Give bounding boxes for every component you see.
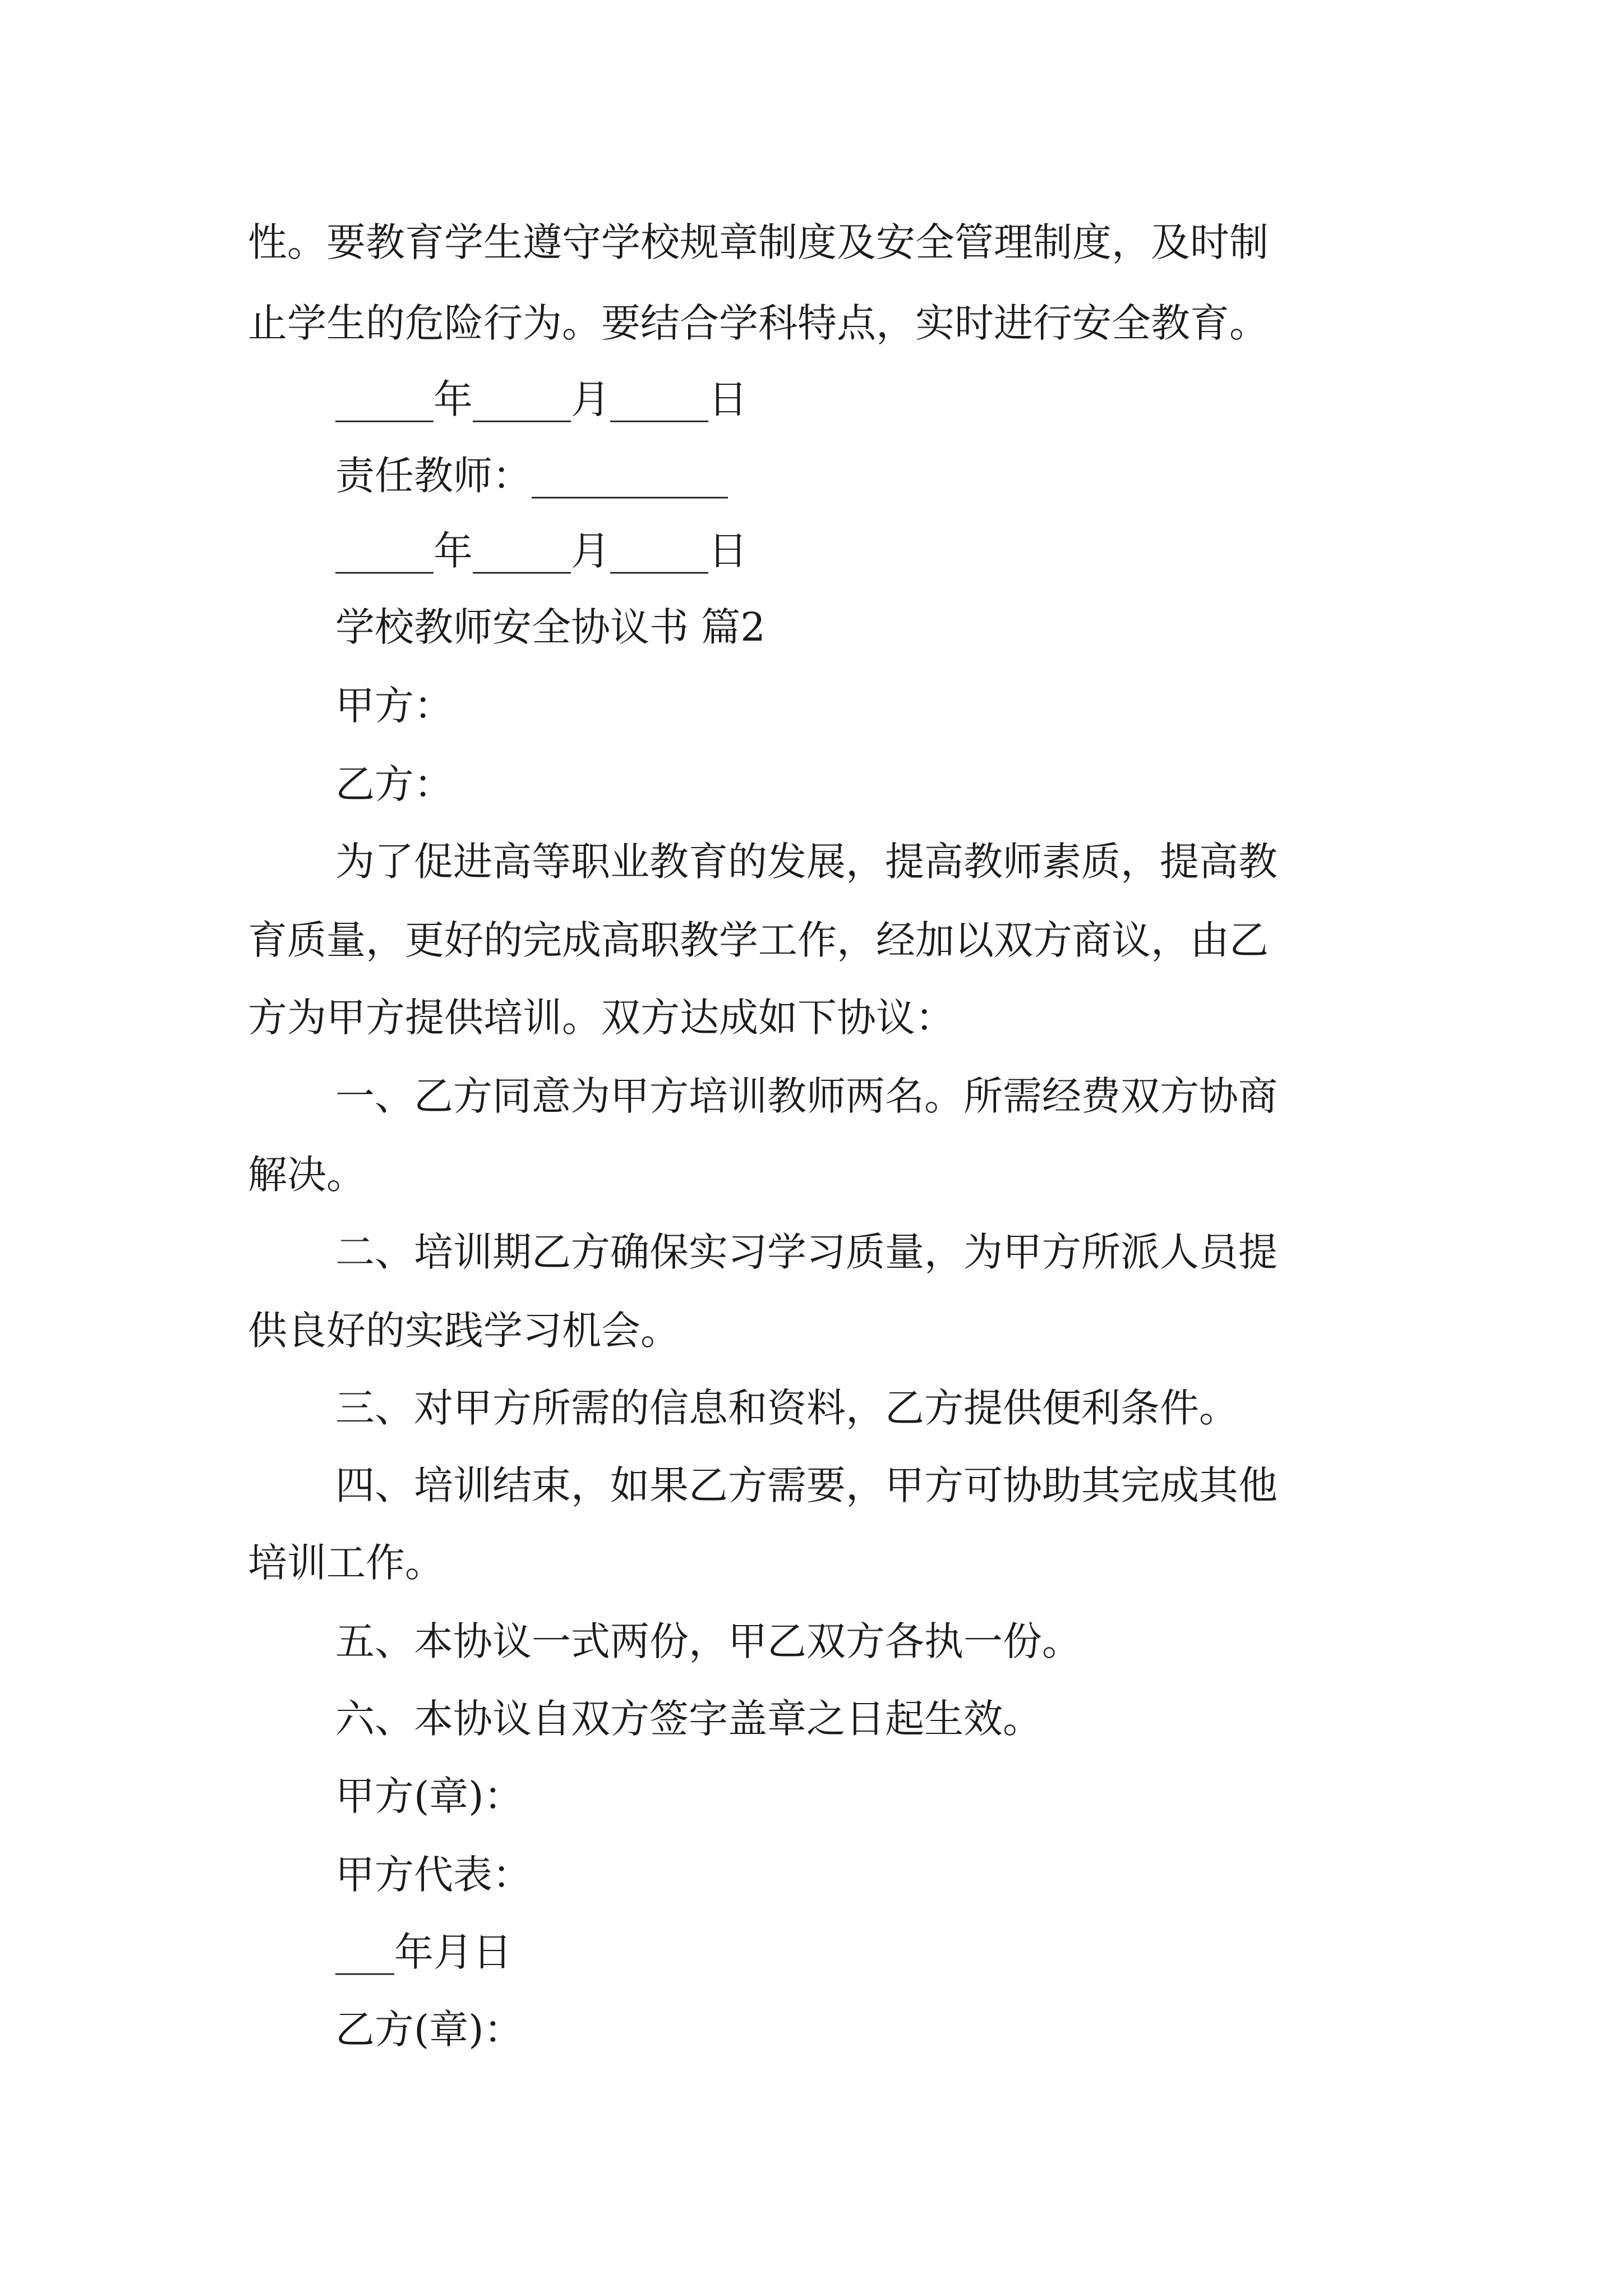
party-a-seal: 甲方(章)：	[335, 1773, 523, 1819]
clause-3: 三、对甲方所需的信息和资料，乙方提供便利条件。	[335, 1385, 1238, 1431]
clause-2: 二、培训期乙方确保实习学习质量，为甲方所派人员提	[335, 1229, 1278, 1275]
date-line: ___年月日	[335, 1929, 512, 1975]
intro-line: 育质量，更好的完成高职教学工作，经加以双方商议，由乙	[248, 917, 1269, 963]
clause-2-continued: 供良好的实践学习机会。	[248, 1308, 680, 1354]
intro-line: 为了促进高等职业教育的发展，提高教师素质，提高教	[335, 839, 1278, 885]
party-a-label: 甲方：	[335, 683, 453, 729]
section-heading: 学校教师安全协议书 篇2	[335, 604, 766, 650]
paragraph-line: 性。要教育学生遵守学校规章制度及安全管理制度，及时制	[248, 219, 1269, 265]
clause-6: 六、本协议自双方签字盖章之日起生效。	[335, 1696, 1042, 1742]
clause-4-continued: 培训工作。	[248, 1540, 444, 1586]
clause-4: 四、培训结束，如果乙方需要，甲方可协助其完成其他	[335, 1462, 1278, 1508]
date-line: _____年_____月_____日	[335, 528, 748, 574]
clause-5: 五、本协议一式两份，甲乙双方各执一份。	[335, 1618, 1081, 1664]
paragraph-line: 止学生的危险行为。要结合学科特点，实时进行安全教育。	[248, 300, 1269, 346]
party-b-label: 乙方：	[335, 761, 453, 807]
party-a-representative: 甲方代表：	[335, 1852, 532, 1898]
clause-1-continued: 解决。	[248, 1152, 366, 1198]
teacher-signature-line: 责任教师：__________	[335, 453, 728, 499]
party-b-seal: 乙方(章)：	[335, 2007, 523, 2053]
date-line: _____年_____月_____日	[335, 376, 748, 422]
intro-line: 方为甲方提供培训。双方达成如下协议：	[248, 995, 955, 1041]
clause-1: 一、乙方同意为甲方培训教师两名。所需经费双方协商	[335, 1073, 1278, 1119]
